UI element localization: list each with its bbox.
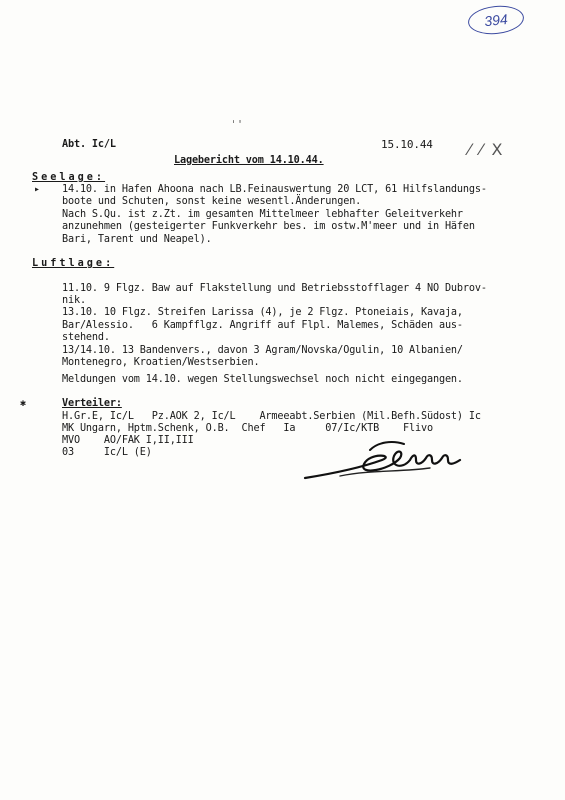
distribution-heading: Verteiler:: [62, 398, 122, 409]
sea-line: boote und Schuten, sonst keine wesentl.Änderungen.: [62, 196, 362, 207]
air-line: Bar/Alessio. 6 Kampfflgz. Angriff auf Flpl. Malemes, Schäden aus-: [62, 320, 463, 331]
air-line: 11.10. 9 Flgz. Baw auf Flakstellung und Betriebsstofflager 4 NO Dubrov-: [62, 283, 487, 294]
margin-bullet: ✱: [20, 398, 27, 409]
handwritten-signature: [300, 430, 470, 486]
report-title: Lagebericht vom 14.10.44.: [174, 155, 324, 166]
pencil-mark: ˈ ': [232, 118, 242, 131]
distribution-line: MVO AO/FAK I,II,III: [62, 435, 194, 446]
air-heading: Luftlage:: [32, 258, 115, 269]
distribution-line: H.Gr.E, Ic/L Pz.AOK 2, Ic/L Armeeabt.Serbien (Mil.Befh.Südost) Ic: [62, 411, 481, 422]
distribution-line: MK Ungarn, Hptm.Schenk, O.B. Chef Ia 07/Ic/KTB Flivo: [62, 423, 433, 434]
sea-line: 14.10. in Hafen Ahoona nach LB.Feinauswertung 20 LCT, 61 Hilfslandungs-: [62, 184, 487, 195]
margin-bullet: ▸: [34, 184, 41, 195]
air-line: Montenegro, Kroatien/Westserbien.: [62, 357, 260, 368]
distribution-line: 03 Ic/L (E): [62, 447, 152, 458]
air-line: 13/14.10. 13 Bandenvers., davon 3 Agram/Novska/Ogulin, 10 Albanien/: [62, 345, 463, 356]
sea-heading: Seelage:: [32, 172, 106, 183]
sea-line: Nach S.Qu. ist z.Zt. im gesamten Mittelmeer lebhafter Geleitverkehr: [62, 209, 463, 220]
report-date: 15.10.44: [381, 138, 433, 151]
air-line: stehend.: [62, 332, 110, 343]
air-line: Meldungen vom 14.10. wegen Stellungswechsel noch nicht eingegangen.: [62, 374, 463, 385]
sea-line: anzunehmen (gesteigerter Funkverkehr bes. im ostw.M'meer und in Häfen: [62, 221, 475, 232]
sea-line: Bari, Tarent und Neapel).: [62, 234, 212, 245]
air-line: nik.: [62, 295, 86, 306]
archive-stamp: 394: [467, 3, 526, 37]
air-line: 13.10. 10 Flgz. Streifen Larissa (4), je 2 Flgz. Ptoneiais, Kavaja,: [62, 307, 463, 318]
department-label: Abt. Ic/L: [62, 139, 116, 150]
handwritten-mark: ⁄ ⁄ X: [468, 140, 505, 159]
